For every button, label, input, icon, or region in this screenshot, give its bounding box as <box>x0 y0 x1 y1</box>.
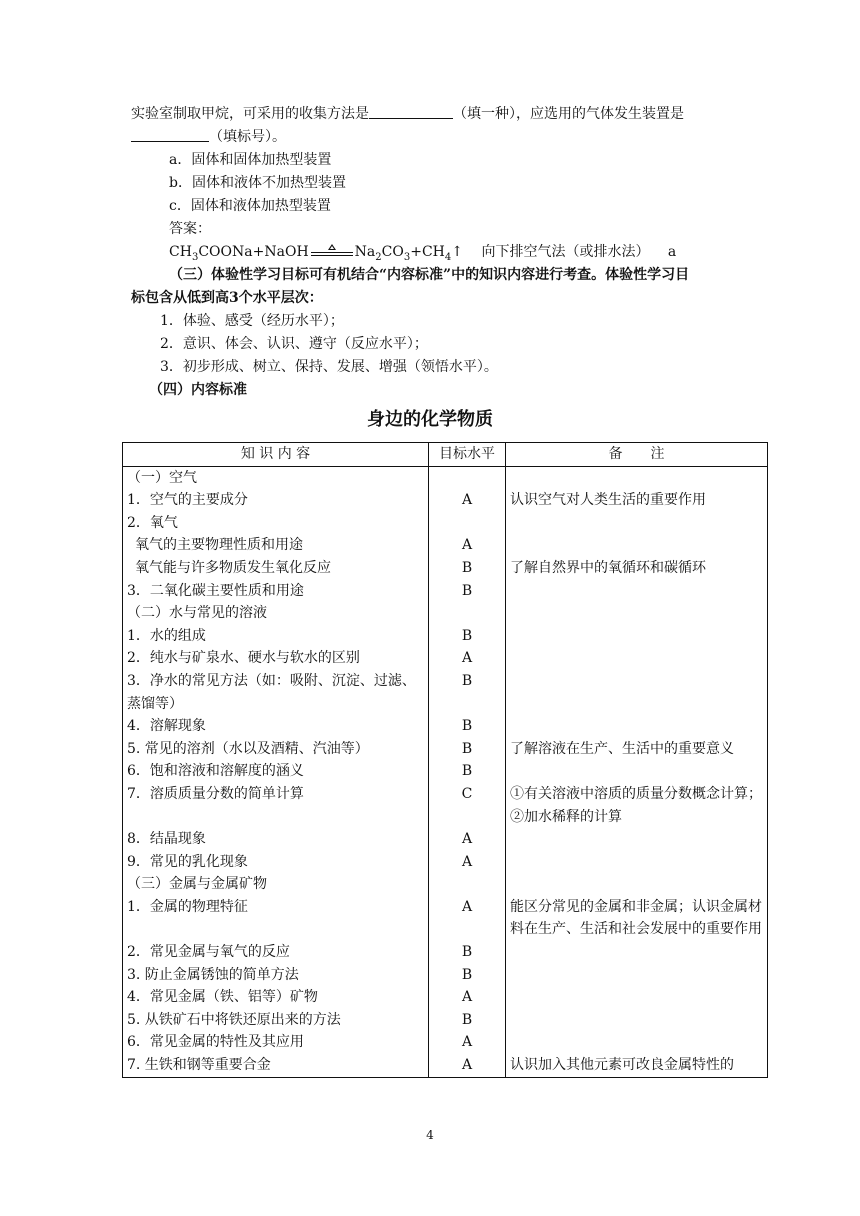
question-text-3: （填标号）。 <box>209 129 286 145</box>
cell-note: 能区分常见的金属和非金属；认识金属材料在生产、生活和社会发展中的重要作用 <box>506 896 768 941</box>
blank-collection-method <box>369 104 453 119</box>
table-row <box>123 715 768 738</box>
cell-note <box>506 760 768 783</box>
cell-level: A <box>429 534 506 557</box>
answer-collection-method: 向下排空气法（或排水法） <box>481 244 650 260</box>
content-standard-table <box>122 442 768 1078</box>
cell-content: 7. 生铁和钢等重要合金 <box>123 1054 429 1077</box>
cell-note <box>506 1009 768 1032</box>
level-item-1: 1．体验、感受（经历水平）； <box>160 313 344 329</box>
cell-level: B <box>429 557 506 580</box>
cell-level <box>429 873 506 896</box>
cell-level: C <box>429 783 506 828</box>
cell-content: 1．水的组成 <box>123 625 429 648</box>
answer-device: a <box>667 244 677 260</box>
cell-content: 6．常见金属的特性及其应用 <box>123 1031 429 1054</box>
table-row <box>123 986 768 1009</box>
equation-reactants: $CH_3COONa+NaOH$ <box>169 244 309 263</box>
cell-level: A <box>429 1031 506 1054</box>
section4-heading: （四）内容标准 <box>149 382 247 398</box>
cell-content: 1．金属的物理特征 <box>123 896 429 941</box>
table-row <box>123 580 768 603</box>
cell-content: 3．二氧化碳主要性质和用途 <box>123 580 429 603</box>
cell-content: 2．氧气 <box>123 512 429 535</box>
level-item-3: 3．初步形成、树立、保持、发展、增强（领悟水平）。 <box>160 359 498 375</box>
cell-note <box>506 466 768 489</box>
cell-note <box>506 986 768 1009</box>
table-row <box>123 1009 768 1032</box>
cell-level: A <box>429 851 506 874</box>
cell-level <box>429 466 506 489</box>
cell-note <box>506 1031 768 1054</box>
header-knowledge-content: 知 识 内 容 <box>123 443 429 467</box>
cell-note <box>506 534 768 557</box>
cell-level: A <box>429 986 506 1009</box>
cell-note <box>506 512 768 535</box>
cell-level: A <box>429 1054 506 1077</box>
cell-content: 3. 防止金属锈蚀的简单方法 <box>123 964 429 987</box>
answer-label: 答案： <box>169 221 211 237</box>
header-notes: 备 注 <box>506 443 768 467</box>
cell-note <box>506 580 768 603</box>
section3-heading-line2: 标包含从低到高3个水平层次： <box>131 290 323 306</box>
cell-content: （一）空气 <box>123 466 429 489</box>
cell-note <box>506 670 768 715</box>
table-row <box>123 625 768 648</box>
cell-content: 1．空气的主要成分 <box>123 489 429 512</box>
cell-level: B <box>429 715 506 738</box>
cell-level: B <box>429 760 506 783</box>
table-title: 身边的化学物质 <box>367 409 493 430</box>
blank-device-label <box>131 127 209 142</box>
header-target-level: 目标水平 <box>429 443 506 467</box>
table-row <box>123 602 768 625</box>
cell-content: （三）金属与金属矿物 <box>123 873 429 896</box>
table-row <box>123 760 768 783</box>
cell-note: 了解溶液在生产、生活中的重要意义 <box>506 738 768 761</box>
option-c: c．固体和液体加热型装置 <box>169 198 331 214</box>
table-header-row <box>123 443 768 467</box>
cell-note: 认识加入其他元素可改良金属特性的 <box>506 1054 768 1077</box>
table-row <box>123 534 768 557</box>
option-a: a．固体和固体加热型装置 <box>169 152 332 168</box>
cell-content: 4．溶解现象 <box>123 715 429 738</box>
table-row <box>123 896 768 941</box>
table-row <box>123 964 768 987</box>
cell-note: 认识空气对人类生活的重要作用 <box>506 489 768 512</box>
cell-level: B <box>429 941 506 964</box>
table-row <box>123 489 768 512</box>
cell-content: 8．结晶现象 <box>123 828 429 851</box>
question-line-1 <box>131 103 684 125</box>
table-row <box>123 873 768 896</box>
cell-content: 氧气的主要物理性质和用途 <box>123 534 429 557</box>
table-row <box>123 647 768 670</box>
cell-level: A <box>429 896 506 941</box>
cell-level: B <box>429 1009 506 1032</box>
cell-content: 2．常见金属与氧气的反应 <box>123 941 429 964</box>
section3-heading-line1: （三）体验性学习目标可有机结合“内容标准”中的知识内容进行考查。体验性学习目 <box>169 267 690 283</box>
cell-level <box>429 602 506 625</box>
cell-note: 了解自然界中的氧循环和碳循环 <box>506 557 768 580</box>
cell-level: A <box>429 828 506 851</box>
table-row <box>123 512 768 535</box>
table-row <box>123 1031 768 1054</box>
cell-content: 3．净水的常见方法（如：吸附、沉淀、过滤、蒸馏等） <box>123 670 429 715</box>
cell-content: 氧气能与许多物质发生氧化反应 <box>123 557 429 580</box>
table-row <box>123 670 768 715</box>
page-number: 4 <box>426 1128 434 1142</box>
option-b: b．固体和液体不加热型装置 <box>169 175 346 191</box>
question-text-1: 实验室制取甲烷，可采用的收集方法是 <box>131 106 369 122</box>
cell-level: B <box>429 625 506 648</box>
table-row <box>123 828 768 851</box>
cell-level: B <box>429 670 506 715</box>
cell-note <box>506 851 768 874</box>
cell-content: 5. 常见的溶剂（水以及酒精、汽油等） <box>123 738 429 761</box>
cell-content: 9．常见的乳化现象 <box>123 851 429 874</box>
table-row <box>123 466 768 489</box>
table-row <box>123 557 768 580</box>
cell-content: 4．常见金属（铁、铝等）矿物 <box>123 986 429 1009</box>
cell-content: 7．溶质质量分数的简单计算 <box>123 783 429 828</box>
cell-note <box>506 602 768 625</box>
cell-content: 5. 从铁矿石中将铁还原出来的方法 <box>123 1009 429 1032</box>
cell-note <box>506 964 768 987</box>
table-row <box>123 1054 768 1077</box>
cell-content: 6．饱和溶液和溶解度的涵义 <box>123 760 429 783</box>
cell-note <box>506 828 768 851</box>
cell-level: B <box>429 964 506 987</box>
cell-note <box>506 941 768 964</box>
table-row <box>123 941 768 964</box>
table-row <box>123 783 768 828</box>
cell-level: B <box>429 580 506 603</box>
level-item-2: 2．意识、体会、认识、遵守（反应水平）； <box>160 336 428 352</box>
table-row <box>123 738 768 761</box>
cell-level: A <box>429 647 506 670</box>
cell-note <box>506 647 768 670</box>
cell-content: 2．纯水与矿泉水、硬水与软水的区别 <box>123 647 429 670</box>
cell-note <box>506 625 768 648</box>
heating-arrow-icon <box>311 244 353 258</box>
equation-products: $Na_2CO_3+CH_4↑$ <box>354 244 463 263</box>
cell-note <box>506 715 768 738</box>
cell-level: B <box>429 738 506 761</box>
question-text-2: （填一种），应选用的气体发生装置是 <box>453 106 684 122</box>
cell-level: A <box>429 489 506 512</box>
cell-content: （二）水与常见的溶液 <box>123 602 429 625</box>
cell-note: ①有关溶液中溶质的质量分数概念计算；②加水稀释的计算 <box>506 783 768 828</box>
cell-note <box>506 873 768 896</box>
cell-level <box>429 512 506 535</box>
question-line-2 <box>131 126 286 148</box>
table-row <box>123 851 768 874</box>
